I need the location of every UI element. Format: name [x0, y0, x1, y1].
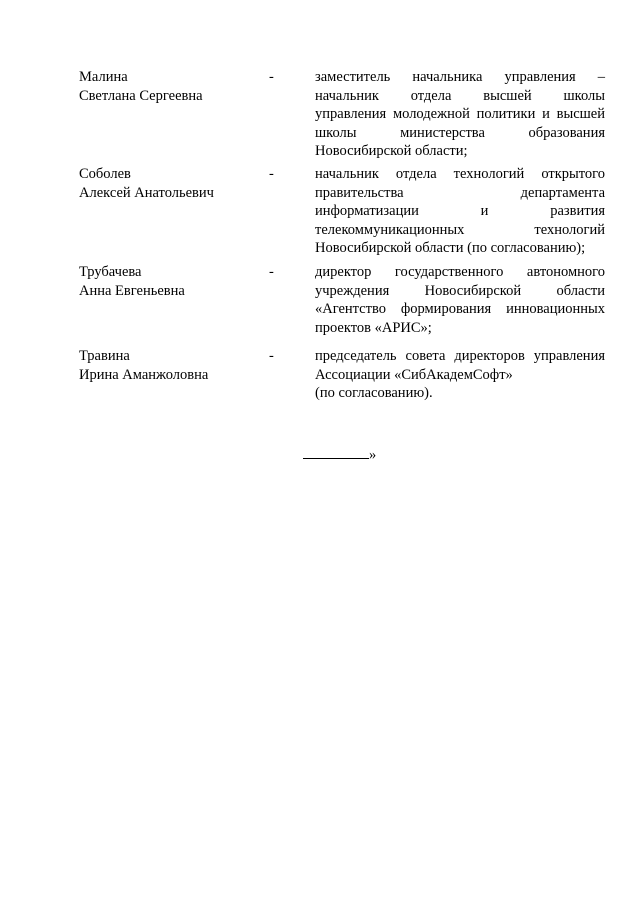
role-line: Новосибирской области;: [315, 143, 468, 159]
role-line: «Агентство формирования инновационных: [315, 301, 605, 317]
role-line: (по согласованию).: [315, 385, 433, 401]
member-role: [315, 347, 605, 403]
role-line: правительства департамента: [315, 184, 605, 201]
separator-dash: -: [269, 166, 274, 182]
closing-underline: [303, 445, 369, 459]
member-name: [79, 347, 259, 384]
role-line: Новосибирской области (по согласованию);: [315, 240, 586, 256]
role-line: управления молодежной политики и высшей: [315, 106, 605, 122]
member-given-names: Ирина Аманжоловна: [79, 366, 209, 383]
role-line: учреждения Новосибирской области: [315, 282, 605, 299]
role-line: информатизации и развития: [315, 203, 605, 219]
role-line: Ассоциации «СибАкадемСофт»: [315, 366, 513, 383]
member-name: [79, 263, 259, 300]
member-given-names: Анна Евгеньевна: [79, 282, 185, 299]
closing-mark: [303, 445, 376, 465]
member-surname: Малина: [79, 69, 128, 85]
role-line: школы министерства образования: [315, 124, 605, 141]
role-line: проектов «АРИС»;: [315, 319, 432, 336]
member-surname: Травина: [79, 348, 130, 364]
member-surname: Соболев: [79, 166, 131, 182]
member-role: [315, 68, 605, 161]
member-role: [315, 263, 605, 337]
separator-dash: -: [269, 264, 274, 280]
member-given-names: Светлана Сергеевна: [79, 87, 203, 104]
member-given-names: Алексей Анатольевич: [79, 184, 214, 201]
member-name: [79, 165, 259, 202]
role-line: председатель совета директоров управления: [315, 348, 605, 364]
role-line: телекоммуникационных технологий: [315, 221, 605, 238]
role-line: заместитель начальника управления –: [315, 69, 605, 85]
role-line: начальник отдела высшей школы: [315, 87, 605, 104]
role-line: начальник отдела технологий открытого: [315, 166, 605, 182]
member-name: [79, 68, 259, 105]
member-role: [315, 165, 605, 258]
closing-quote: »: [369, 447, 377, 463]
separator-dash: -: [269, 69, 274, 85]
separator-dash: -: [269, 348, 274, 364]
role-line: директор государственного автономного: [315, 264, 605, 280]
member-surname: Трубачева: [79, 264, 142, 280]
